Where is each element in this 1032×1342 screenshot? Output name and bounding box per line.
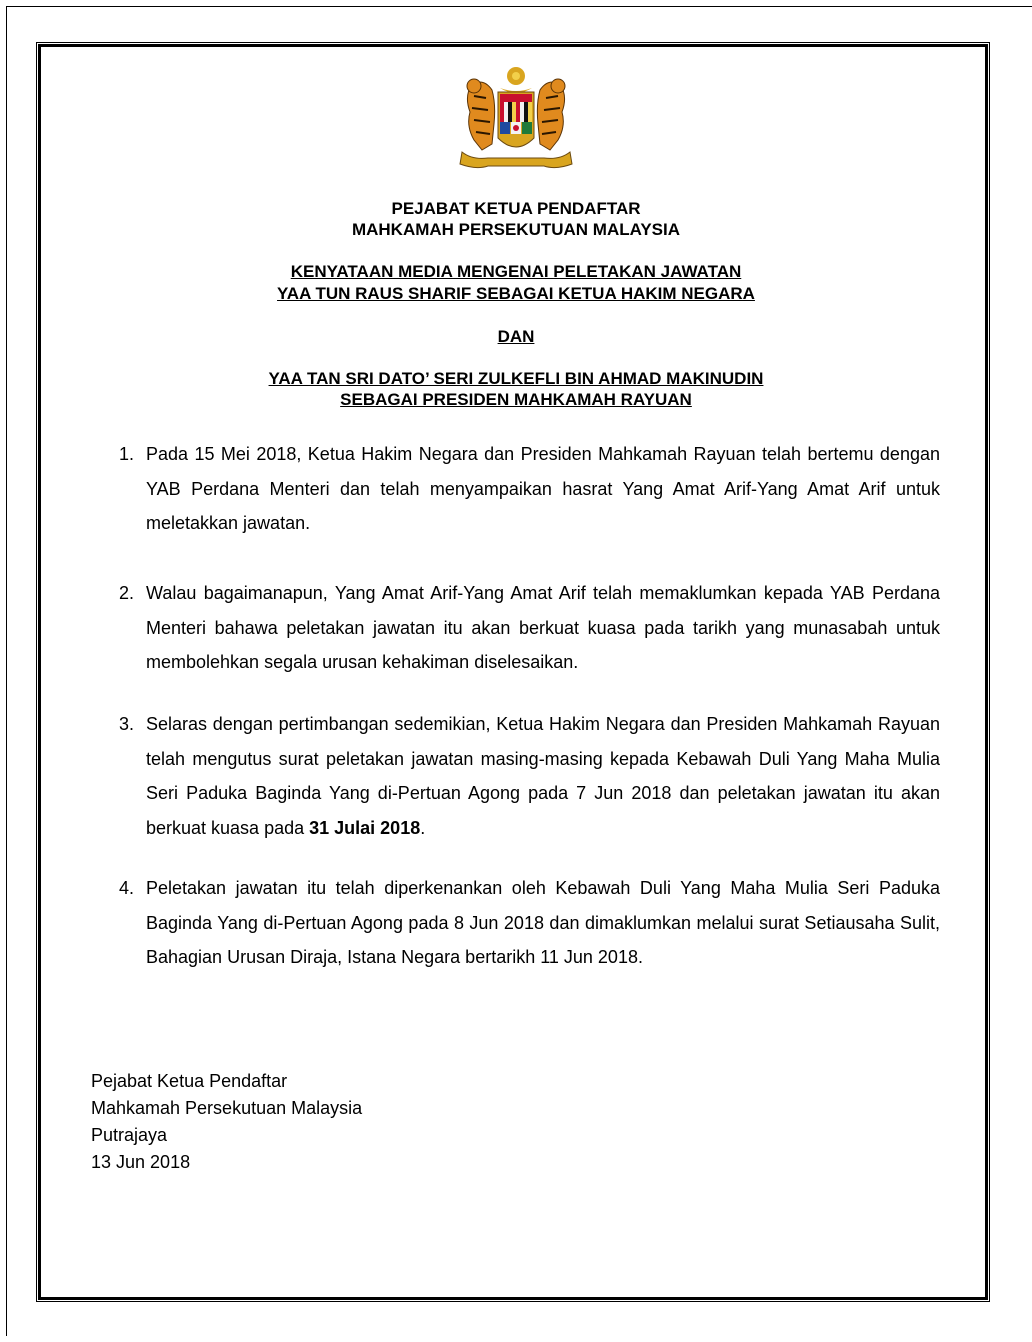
signature-office: Pejabat Ketua Pendaftar [91,1071,288,1091]
subject-line-4: SEBAGAI PRESIDEN MAHKAMAH RAYUAN [340,390,692,409]
paragraph-number: 2. [118,583,134,603]
star-icon [507,67,525,85]
effective-date: 31 Julai 2018 [309,817,421,838]
subject-connector: DAN [497,327,535,346]
paragraph-text: Walau bagaimanapun, Yang Amat Arif-Yang Amat Arif telah memaklumkan kepada YAB Perdana Menteri bahawa peletakan jawatan itu akan berkuat kuasa pada tarikh yang munasabah untuk membolehkan segala urusan kehakiman diselesaikan. [146,583,940,672]
subject-line-1: KENYATAAN MEDIA MENGENAI PELETAKAN JAWATAN [290,262,742,281]
paragraph-number: 3. [118,714,134,734]
tiger-right-icon [537,79,565,150]
paragraph-text: Pada 15 Mei 2018, Ketua Hakim Negara dan Presiden Mahkamah Rayuan telah bertemu dengan YAB Perdana Menteri dan telah menyampaikan hasrat Yang Amat Arif-Yang Amat Arif untuk meletakkan jawatan. [146,444,940,533]
paragraph-number: 4. [118,878,134,898]
signature-block [91,1068,362,1176]
coat-of-arms-emblem [452,64,580,170]
paragraph-text: Selaras dengan pertimbangan sedemikian, Ketua Hakim Negara dan Presiden Mahkamah Rayuan telah mengutus surat peletakan jawatan masing-masing kepada Kebawah Duli Yang Maha Mulia Seri Paduka Baginda Yang di-Pertuan Agong pada 7 Jun 2018 dan peletakan jawatan itu akan berkuat kuasa pada 31 Julai 2018. [146,714,940,838]
signature-court: Mahkamah Persekutuan Malaysia [91,1098,363,1118]
shield-icon [498,92,534,147]
court-title: MAHKAMAH PERSEKUTUAN MALAYSIA [351,220,681,239]
paragraph-number: 1. [118,444,134,464]
subject-line-2: YAA TUN RAUS SHARIF SEBAGAI KETUA HAKIM NEGARA [277,284,755,303]
tiger-left-icon [467,79,495,150]
signature-date: 13 Jun 2018 [91,1152,191,1172]
office-title: PEJABAT KETUA PENDAFTAR [391,199,641,218]
paragraph-text: Peletakan jawatan itu telah diperkenankan oleh Kebawah Duli Yang Maha Mulia Seri Paduka Baginda Yang di-Pertuan Agong pada 8 Jun 2018 dan dimaklumkan melalui surat Setiausaha Sulit, Bahagian Urusan Diraja, Istana Negara bertarikh 11 Jun 2018. [146,878,940,967]
motto-scroll [460,152,572,168]
subject-line-3: YAA TAN SRI DATO’ SERI ZULKEFLI BIN AHMAD MAKINUDIN [268,369,764,388]
signature-place: Putrajaya [91,1125,168,1145]
